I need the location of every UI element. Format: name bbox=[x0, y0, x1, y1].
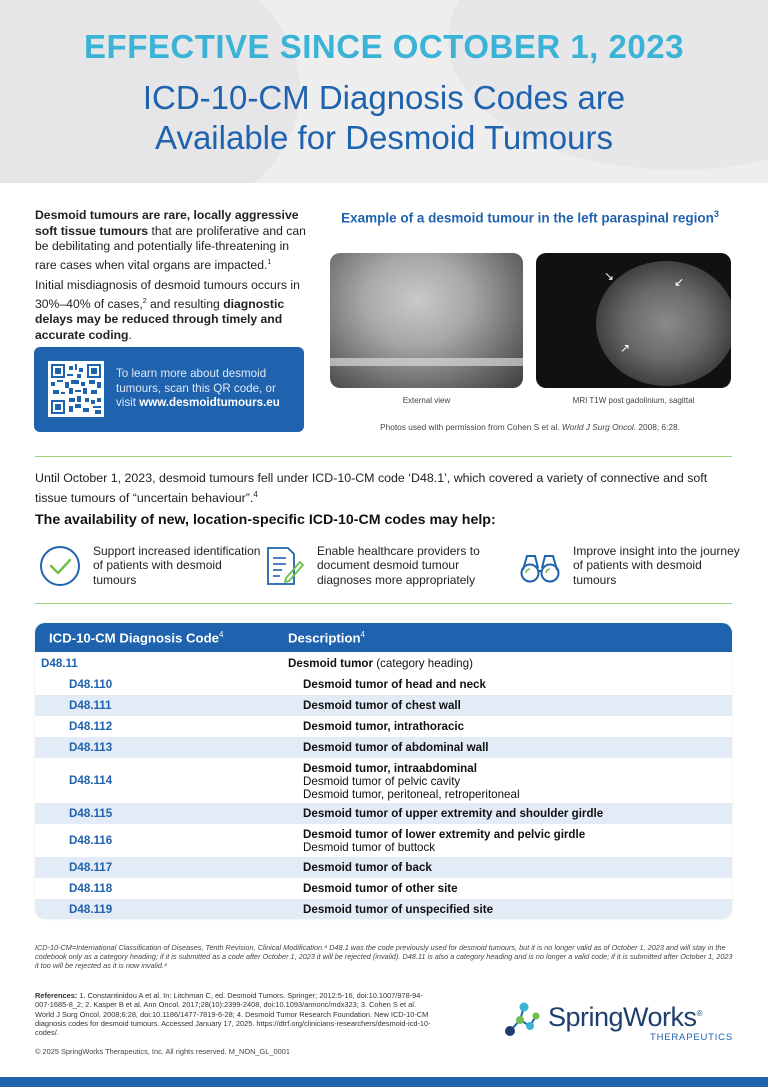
background-text: Until October 1, 2023, desmoid tumours fell under ICD-10-CM code ‘D48.1’, which covered a variety of connective and soft tissue tumours of “uncertain behaviour”.$^4$ bbox=[35, 471, 708, 505]
description-cell bbox=[303, 861, 432, 874]
logo-name: SpringWorks® bbox=[548, 1002, 702, 1032]
description-cell bbox=[303, 762, 520, 802]
springworks-molecule-icon bbox=[500, 998, 544, 1042]
code-cell: D48.113 bbox=[69, 741, 113, 754]
check-circle-icon bbox=[38, 544, 82, 588]
description-cell bbox=[303, 720, 464, 733]
code-cell: D48.117 bbox=[69, 861, 113, 874]
codes-table bbox=[35, 623, 732, 919]
table-row bbox=[35, 653, 732, 674]
description-cell bbox=[303, 678, 486, 691]
description-line: Desmoid tumor, intrathoracic bbox=[303, 720, 465, 733]
description-line: Desmoid tumor of buttock bbox=[303, 841, 436, 855]
title-line-2: Available for Desmoid Tumours bbox=[155, 119, 613, 156]
code-cell: D48.11 bbox=[41, 657, 78, 670]
intro-paragraph-1: Desmoid tumours are rare, locally aggressive soft tissue tumours that are proliferative and can be debilitating and potentially life-threatening in rare cases when vital organs are impacted.$^1$ bbox=[35, 208, 306, 272]
qr-code-icon[interactable] bbox=[48, 361, 104, 417]
copyright: © 2025 SpringWorks Therapeutics, Inc. All rights reserved. M_NON_GL_0001 bbox=[35, 1047, 290, 1056]
description-line: Desmoid tumor of head and neck bbox=[303, 678, 486, 691]
document-pen-icon bbox=[262, 544, 306, 588]
code-cell: D48.112 bbox=[69, 720, 113, 733]
table-header bbox=[35, 623, 732, 652]
code-cell: D48.111 bbox=[69, 699, 112, 712]
column-header-code: ICD-10-CM Diagnosis Code$^4$ bbox=[49, 630, 224, 646]
table-row bbox=[35, 737, 732, 758]
code-cell: D48.110 bbox=[69, 678, 113, 691]
divider bbox=[35, 456, 732, 457]
table-row bbox=[35, 803, 732, 824]
arrow-icon: ↙ bbox=[674, 275, 685, 289]
code-cell: D48.119 bbox=[69, 903, 113, 916]
photo-credit: Photos used with permission from Cohen S et al. World J Surg Oncol. 2008; 6:28. bbox=[380, 422, 680, 432]
photo-caption: External view bbox=[402, 396, 451, 405]
description-cell bbox=[303, 828, 585, 854]
column-header-description: Description$^4$ bbox=[288, 630, 365, 646]
table-row bbox=[35, 674, 732, 695]
website-link[interactable]: www.desmoidtumours.eu bbox=[139, 396, 280, 409]
table-row bbox=[35, 716, 732, 737]
table-row bbox=[35, 899, 732, 919]
description-line: Desmoid tumor, intraabdominal bbox=[303, 762, 477, 775]
table-row bbox=[35, 758, 732, 803]
mri-mass bbox=[596, 261, 731, 386]
description-cell: Desmoid tumor (category heading) bbox=[288, 657, 473, 670]
description-line: Desmoid tumor of other site bbox=[303, 882, 458, 895]
photo-caption: MRI T1W post gadolinium, sagittal bbox=[572, 396, 695, 405]
mri-photo bbox=[536, 253, 731, 388]
table-row bbox=[35, 857, 732, 878]
description-cell bbox=[303, 741, 489, 754]
description-line: Desmoid tumor of chest wall bbox=[303, 699, 461, 712]
hero-banner bbox=[0, 0, 768, 183]
intro-text bbox=[35, 208, 310, 348]
benefits-heading: The availability of new, location-specific ICD-10-CM codes may help: bbox=[35, 512, 496, 528]
page-title bbox=[0, 78, 768, 158]
table-row bbox=[35, 695, 732, 716]
description-line: Desmoid tumor of unspecified site bbox=[303, 903, 494, 916]
photo-strap bbox=[330, 358, 523, 366]
description-cell bbox=[303, 699, 461, 712]
table-row bbox=[35, 878, 732, 899]
logo-subtitle: THERAPEUTICS bbox=[650, 1032, 733, 1043]
footnote: ICD-10-CM=International Classification of Diseases, Tenth Revision, Clinical Modification.⁴ D48.1 was the code previously used for desmoid tumours, but it is no longer valid as of October 1, 2023 and will stay in the codebook only as a category heading; if it is submitted as a code after October 1, 2023 it will be rejected (invalid). D48.11 is also a category heading and is no longer a valid code; if it is submitted after October 1, 2023 it too will be rejected as it is now invalid.⁴ bbox=[35, 943, 733, 971]
code-cell: D48.114 bbox=[69, 774, 113, 787]
description-cell bbox=[303, 882, 458, 895]
description-line: Desmoid tumor of lower extremity and pelvic girdle bbox=[303, 828, 586, 841]
code-cell: D48.116 bbox=[69, 834, 113, 847]
title-line-1: ICD-10-CM Diagnosis Codes are bbox=[142, 79, 626, 116]
bottom-bar bbox=[0, 1077, 768, 1087]
table-row bbox=[35, 824, 732, 857]
arrow-icon: ↗ bbox=[620, 341, 631, 355]
example-title: Example of a desmoid tumour in the left paraspinal region$^3$ bbox=[341, 209, 719, 226]
description-cell bbox=[303, 807, 603, 820]
divider bbox=[35, 603, 732, 604]
code-cell: D48.118 bbox=[69, 882, 113, 895]
intro-paragraph-2: Initial misdiagnosis of desmoid tumours occurs in 30%–40% of cases,$^2$ and resulting diagnostic delays may be reduced through timely and accurate coding. bbox=[35, 278, 300, 342]
description-line: Desmoid tumor of abdominal wall bbox=[303, 741, 489, 754]
binoculars-icon bbox=[518, 544, 562, 588]
arrow-icon: ↘ bbox=[604, 269, 615, 283]
external-view-photo bbox=[330, 253, 523, 388]
hero-eyebrow: EFFECTIVE SINCE OCTOBER 1, 2023 bbox=[84, 28, 684, 65]
description-cell bbox=[303, 903, 493, 916]
qr-callout-text: To learn more about desmoid tumours, scan this QR code, or visit www.desmoidtumours.eu bbox=[116, 367, 280, 409]
description-line: Desmoid tumor of upper extremity and shoulder girdle bbox=[303, 807, 604, 820]
description-line: Desmoid tumor, peritoneal, retroperitoneal bbox=[303, 788, 520, 802]
qr-callout[interactable] bbox=[34, 347, 304, 432]
springworks-logo bbox=[500, 998, 740, 1048]
description-line: Desmoid tumor of back bbox=[303, 861, 432, 874]
description-line: Desmoid tumor of pelvic cavity bbox=[303, 775, 461, 789]
code-cell: D48.115 bbox=[69, 807, 113, 820]
references: References: 1. Constantinidou A et al. In: Litchman C, ed. Desmoid Tumors. Springer; 2012:5-16, doi:10.1007/978-94-007-1685-8_2; 2. Kasper B et al. Ann Oncol. 2017;28(10):2399-2408, doi:10.1093/annonc/mdx323; 3. Cohen S et al. World J Surg Oncol. 2008;6:28, doi:10.1186/1477-7819-6-28; 4. Desmoid Tumor Research Foundation. New ICD-10-CM diagnosis codes for desmoid tumours. Accessed January 17, 2025. https://dtrf.org/clinicians-researchers/desmoid-icd-10-codes/. bbox=[35, 991, 431, 1038]
